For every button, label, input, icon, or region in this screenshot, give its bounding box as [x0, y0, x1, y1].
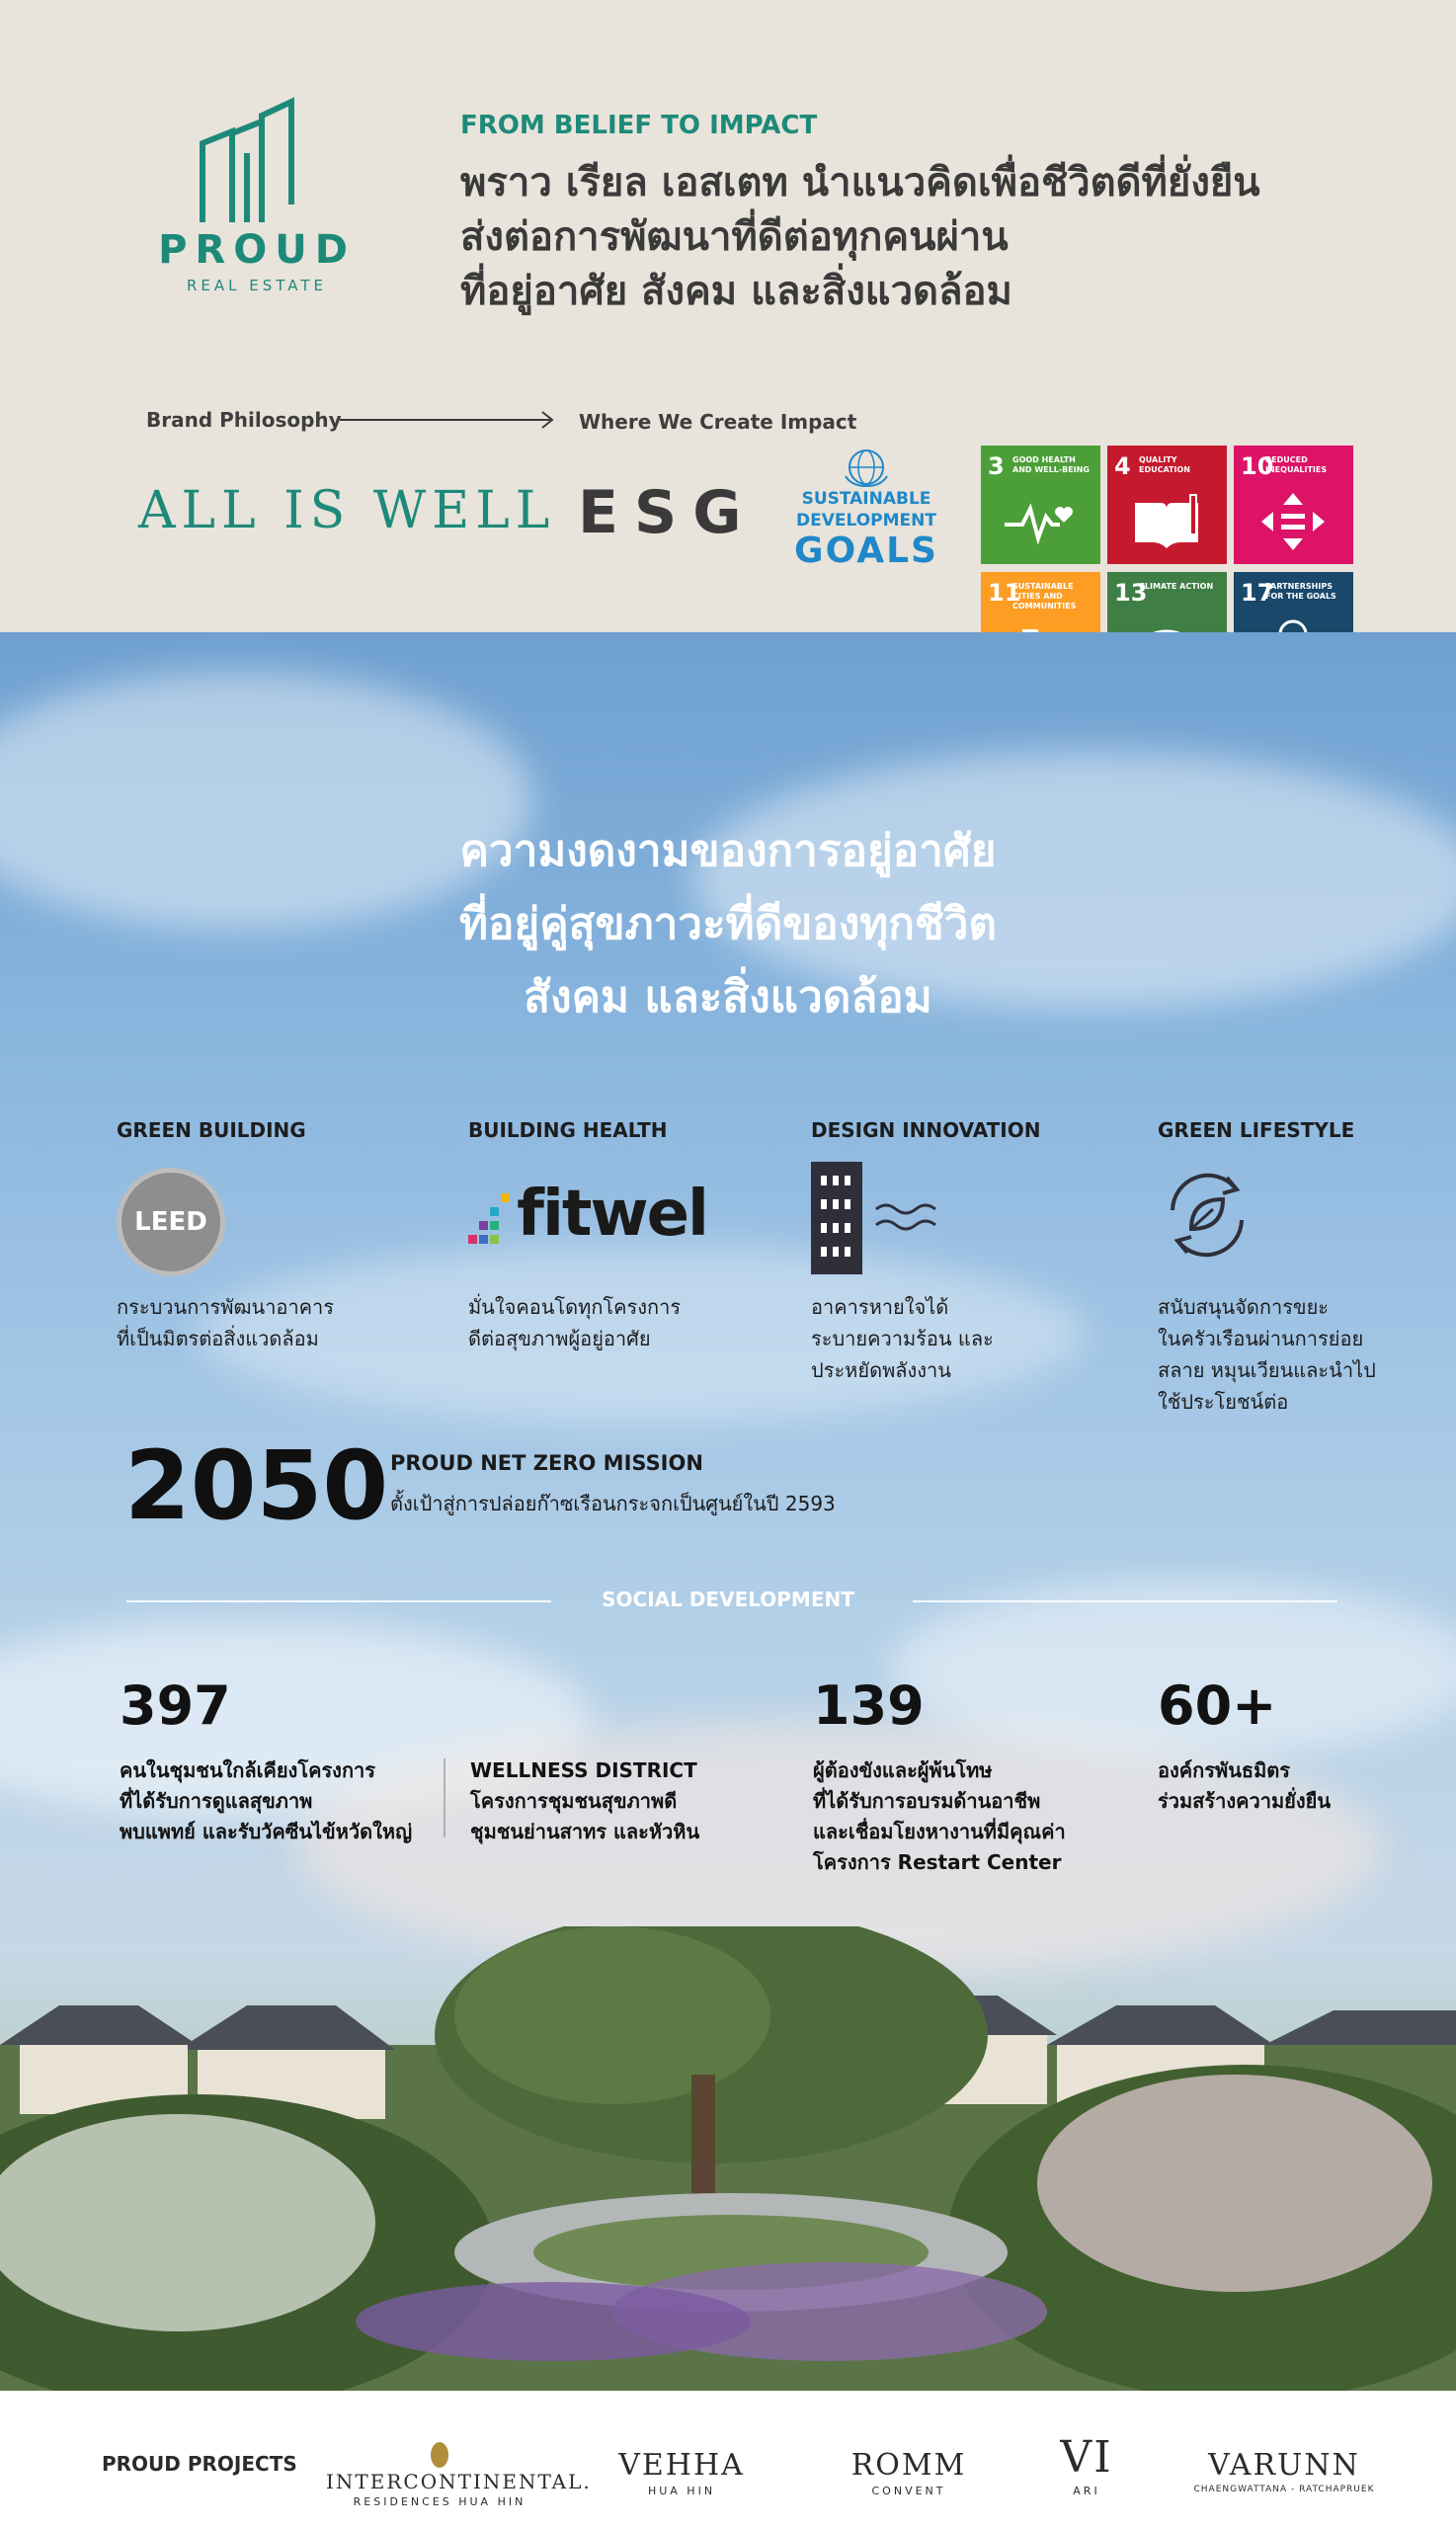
headline [460, 156, 1349, 319]
sdg-logo [792, 447, 940, 575]
pillar-desc-line: กระบวนการพัฒนาอาคาร [117, 1295, 335, 1319]
sdg-tile-number: 3 [988, 452, 1005, 480]
sdg-tile-10 [1234, 446, 1353, 564]
brand-vi-ari[interactable] [1047, 2432, 1126, 2497]
stat-desc-line: โครงการชุมชนสุขภาพดี [470, 1789, 678, 1813]
brand-vehha[interactable] [593, 2448, 770, 2497]
pillar-desc-line: ประหยัดพลังงาน [811, 1358, 951, 1382]
pillar-title: BUILDING HEALTH [468, 1118, 668, 1142]
pillar-desc-line: อาคารหายใจได้ [811, 1295, 949, 1319]
recycle-leaf-icon [1158, 1166, 1256, 1264]
pillar-title: GREEN LIFESTYLE [1158, 1118, 1355, 1142]
headline-line: พราว เรียล เอสเตท นำแนวคิดเพื่อชีวิตดีที่ยั่งยืน [460, 160, 1260, 205]
headline-line: ที่อยู่อาศัย สังคม และสิ่งแวดล้อม [460, 269, 1012, 314]
pillar-desc-line: มั่นใจคอนโดทุกโครงการ [468, 1295, 682, 1319]
netzero-year: 2050 [124, 1430, 389, 1541]
sdg-tile-number: 11 [988, 579, 1021, 607]
stat-desc-line: WELLNESS DISTRICT [470, 1758, 697, 1782]
stat-desc-line: พบแพทย์ และรับวัคซีนไข้หวัดใหญ่ [120, 1820, 413, 1843]
sdg-tile-label: QUALITY EDUCATION [1139, 455, 1190, 474]
social-label: SOCIAL DEVELOPMENT [602, 1588, 854, 1611]
sdg-tile-label: PARTNERSHIPS FOR THE GOALS [1265, 582, 1336, 601]
stat-desc-line: และเชื่อมโยงหางานที่มีคุณค่า [813, 1820, 1066, 1843]
hero-heading [0, 815, 1456, 1034]
pillar-building-health [468, 1118, 765, 1350]
intercontinental-crest-icon [428, 2440, 451, 2470]
impact-label: Where We Create Impact [579, 410, 857, 434]
sdg-line1: SUSTAINABLE [801, 489, 931, 509]
stat-wellness-district [470, 1755, 699, 1847]
netzero-desc: ตั้งเป้าสู่การปล่อยก๊าซเรือนกระจกเป็นศูนย์ในปี 2593 [390, 1492, 836, 1515]
pillar-desc-line: ใช้ประโยชน์ต่อ [1158, 1390, 1289, 1414]
brand-sub: REAL ESTATE [186, 277, 328, 294]
sdg-tile-4 [1107, 446, 1227, 564]
sdg-tile-number: 4 [1114, 452, 1131, 480]
pillar-desc-line: สลาย หมุนเวียนและนำไป [1158, 1358, 1376, 1382]
proud-projects-label: PROUD PROJECTS [102, 2452, 297, 2476]
headline-line: ส่งต่อการพัฒนาที่ดีต่อทุกคนผ่าน [460, 214, 1009, 260]
pillar-desc-line: ที่เป็นมิตรต่อสิ่งแวดล้อม [117, 1327, 319, 1350]
stat-desc [120, 1755, 412, 1847]
pillar-green-building [117, 1118, 413, 1350]
stat-desc-line: โครงการ Restart Center [813, 1850, 1062, 1874]
sdg-tile-3 [981, 446, 1100, 564]
stat-number: 397 [120, 1674, 231, 1737]
heartbeat-icon [1001, 489, 1080, 554]
brand-varunn[interactable] [1175, 2448, 1393, 2494]
brand-name: ROMM [850, 2448, 967, 2483]
stat-desc [470, 1755, 699, 1847]
pillar-green-lifestyle [1158, 1118, 1454, 1414]
brand-sub: CONVENT [871, 2485, 946, 2497]
pillar-desc [468, 1291, 765, 1354]
hero-line: สังคม และสิ่งแวดล้อม [524, 972, 932, 1022]
pillar-desc [117, 1291, 413, 1354]
pillar-title: DESIGN INNOVATION [811, 1118, 1041, 1142]
stat-desc [813, 1755, 1066, 1878]
philosophy-label: Brand Philosophy [146, 408, 342, 432]
sdg-tile-label: REDUCED INEQUALITIES [1265, 455, 1328, 474]
brand-name: VARUNN [1208, 2448, 1360, 2483]
sdg-goals: GOALS [794, 530, 938, 571]
divider-right [913, 1600, 1337, 1602]
brand-sub: ARI [1073, 2485, 1100, 2497]
fitwel-logo [468, 1178, 707, 1251]
stat-desc-line: ที่ได้รับการดูแลสุขภาพ [120, 1789, 313, 1813]
hero-line: ความงดงามของการอยู่อาศัย [459, 826, 997, 876]
kicker: FROM BELIEF TO IMPACT [460, 111, 818, 140]
sdg-line2: DEVELOPMENT [796, 511, 936, 530]
pillar-desc [811, 1291, 1107, 1386]
brand-name: PROUD [158, 227, 356, 273]
stat-desc-line: คนในชุมชนใกล้เคียงโครงการ [120, 1758, 376, 1782]
brand-intercontinental[interactable] [326, 2440, 592, 2508]
book-icon [1127, 489, 1206, 554]
building-wind-icon [811, 1162, 939, 1280]
stat-desc-line: ผู้ต้องขังและผู้พ้นโทษ [813, 1758, 993, 1782]
pillar-desc-line: ในครัวเรือนผ่านการย่อย [1158, 1327, 1364, 1350]
hero-line: ที่อยู่คู่สุขภาวะที่ดีของทุกชีวิต [459, 899, 997, 949]
pillar-desc-line: ระบายความร้อน และ [811, 1327, 994, 1350]
arrow-right-icon [340, 410, 557, 430]
stat-separator [444, 1758, 445, 1837]
equality-icon [1254, 489, 1333, 554]
stat-number: 139 [813, 1674, 925, 1737]
pillar-desc-line: ดีต่อสุขภาพผู้อยู่อาศัย [468, 1327, 651, 1350]
sdg-tile-label: GOOD HEALTH AND WELL-BEING [1012, 455, 1090, 474]
stat-desc-line: ที่ได้รับการอบรมด้านอาชีพ [813, 1789, 1041, 1813]
stat-desc-line: องค์กรพันธมิตร [1158, 1758, 1290, 1782]
stat-desc-line: ชุมชนย่านสาทร และหัวหิน [470, 1820, 700, 1843]
pillar-desc-line: สนับสนุนจัดการขยะ [1158, 1295, 1330, 1319]
stat-restart-center [813, 1676, 1066, 1878]
stat-desc-line: ร่วมสร้างความยั่งยืน [1158, 1789, 1331, 1813]
sdg-tile-label: SUSTAINABLE CITIES AND COMMUNITIES [1012, 582, 1077, 611]
brand-romm[interactable] [830, 2448, 988, 2497]
fitwel-text: fitwel [517, 1178, 707, 1251]
sdg-tile-number: 10 [1241, 452, 1274, 480]
all-is-well-logo: ALL IS WELL [138, 481, 556, 540]
fitwel-bars-icon [468, 1191, 512, 1251]
stat-number: 60+ [1158, 1674, 1277, 1737]
proud-building-logo-icon [193, 94, 311, 227]
sdg-tile-label: CLIMATE ACTION [1139, 582, 1214, 591]
stat-desc [1158, 1755, 1331, 1817]
un-globe-icon [842, 447, 891, 488]
brand-name: INTERCONTINENTAL. [326, 2470, 592, 2493]
pillar-design-innovation [811, 1118, 1107, 1382]
brand-sub: CHAENGWATTANA - RATCHAPRUEK [1193, 2485, 1375, 2494]
esg-label: ESG [578, 478, 758, 547]
stat-partners [1158, 1676, 1331, 1817]
brand-name: VEHHA [618, 2448, 745, 2483]
pillar-title: GREEN BUILDING [117, 1118, 306, 1142]
netzero-title: PROUD NET ZERO MISSION [390, 1451, 703, 1475]
sdg-tile-number: 17 [1241, 579, 1274, 607]
pillar-desc [1158, 1291, 1454, 1418]
brand-name: VI [1060, 2432, 1113, 2483]
garden-landscape-image [0, 1926, 1456, 2391]
stat-health [120, 1676, 412, 1847]
header-section [0, 0, 1456, 632]
brand-sub: RESIDENCES HUA HIN [353, 2495, 526, 2508]
leed-icon: LEED [117, 1168, 225, 1276]
sdg-tile-number: 13 [1114, 579, 1148, 607]
brand-sub: HUA HIN [647, 2485, 716, 2497]
